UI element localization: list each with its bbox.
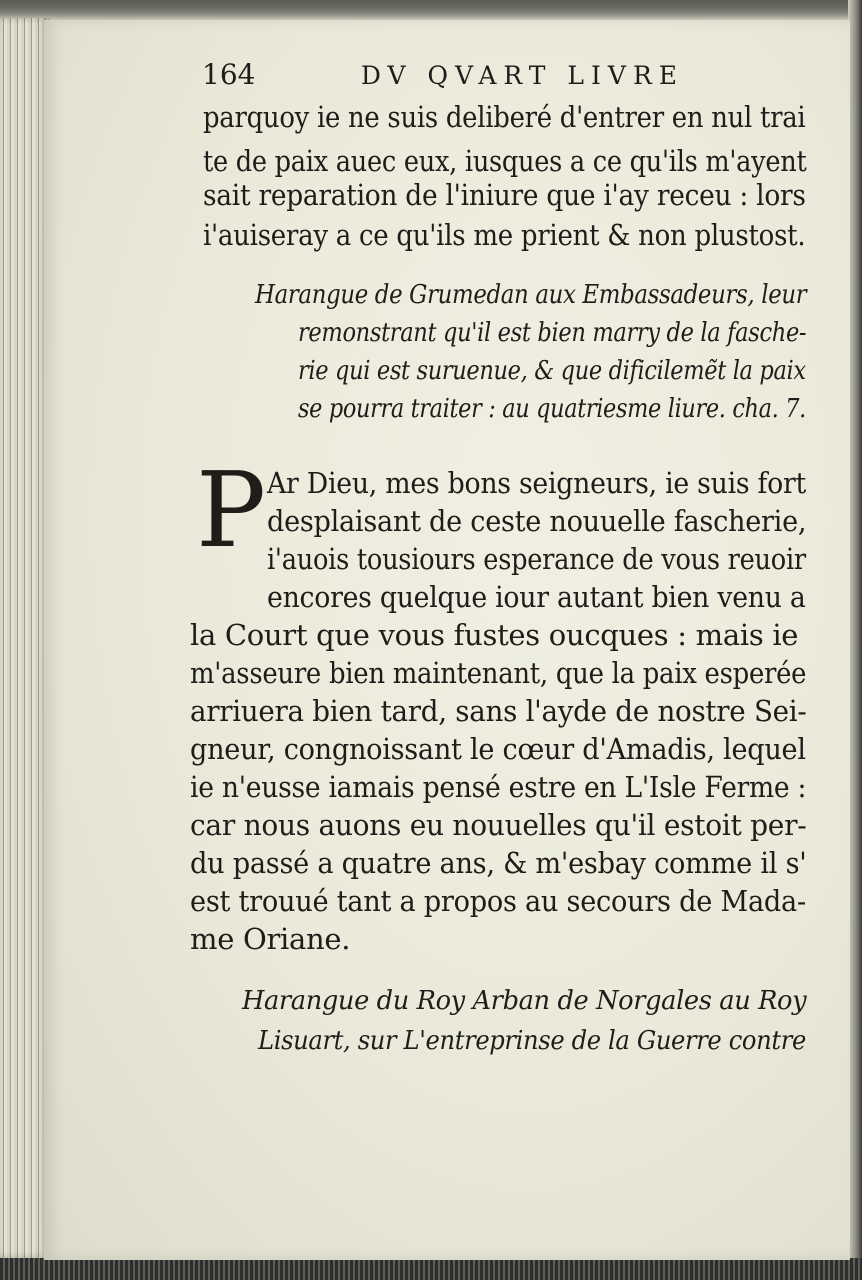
- paragraph2-line: la Court que vous fustes oucques : mais ie: [190, 618, 799, 652]
- chapter-heading-line: Harangue du Roy Arban de Norgales au Roy: [242, 986, 807, 1016]
- paragraph2-line: arriuera bien tard, sans l'ayde de nostre Sei-: [190, 694, 807, 728]
- paragraph2-line: ie n'eusse iamais pensé estre en L'Isle Ferme :: [190, 770, 807, 804]
- running-title: DV QVART LIVRE: [360, 61, 685, 90]
- page-edge-right: [848, 0, 862, 1280]
- paragraph2-line: Ar Dieu, mes bons seigneurs, ie suis fort: [267, 466, 807, 500]
- paragraph2-line: gneur, congnoissant le cœur d'Amadis, lequel: [190, 732, 806, 766]
- chapter-heading-line: Lisuart, sur L'entreprinse de la Guerre contre: [258, 1026, 806, 1056]
- chapter-heading-line: se pourra traiter : au quatriesme liure. cha. 7.: [298, 394, 806, 424]
- paragraph2-line: car nous auons eu nouuelles qu'il estoit per-: [190, 808, 807, 842]
- paragraph1-line: sait reparation de l'iniure que i'ay receu : lors: [203, 178, 806, 212]
- paragraph2-line: i'auois tousiours esperance de vous reuoir: [267, 542, 806, 576]
- paragraph1-line: te de paix auec eux, iusques a ce qu'ils m'ayent: [203, 144, 807, 178]
- paragraph2-line: desplaisant de ceste nouuelle fascherie,: [267, 504, 807, 538]
- paragraph2-line: me Oriane.: [190, 922, 351, 956]
- paragraph2-line: m'asseure bien maintenant, que la paix esperée: [190, 656, 807, 690]
- page-edges-left: [0, 18, 50, 1258]
- paragraph2-line: est trouué tant a propos au secours de Mada-: [190, 884, 806, 918]
- paragraph2-line: encores quelque iour autant bien venu a: [267, 580, 806, 614]
- running-head: [202, 58, 802, 91]
- paragraph2-line: du passé a quatre ans, & m'esbay comme il s': [190, 846, 807, 880]
- chapter-heading-line: Harangue de Grumedan aux Embassadeurs, leur: [255, 280, 807, 310]
- page-number: 164: [202, 58, 256, 91]
- paragraph1-line: parquoy ie ne suis deliberé d'entrer en nul trai: [203, 100, 806, 134]
- drop-cap: P: [196, 449, 266, 571]
- page-edge-bottom: [0, 1258, 862, 1280]
- chapter-heading-line: remonstrant qu'il est bien marry de la fasche-: [298, 318, 807, 348]
- paragraph1-line: i'auiseray a ce qu'ils me prient & non plustost.: [203, 218, 806, 252]
- chapter-heading-line: rie qui est suruenue, & que dificilemẽt la paix: [298, 356, 806, 386]
